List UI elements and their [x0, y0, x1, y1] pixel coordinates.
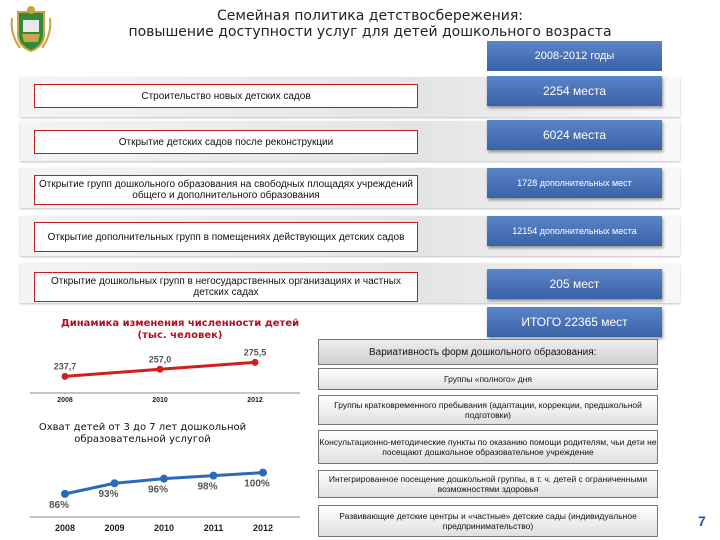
- x-tick-label: 2008: [54, 523, 76, 533]
- population-chart: [25, 345, 310, 405]
- data-point: [160, 475, 168, 483]
- measure-label-1: Строительство новых детских садов: [34, 84, 418, 108]
- page-title: [110, 8, 630, 40]
- x-tick-label: 2010: [152, 397, 168, 404]
- data-label: 257,0: [148, 354, 172, 365]
- data-point: [259, 469, 267, 477]
- coat-of-arms-icon: [6, 4, 56, 54]
- x-tick-label: 2012: [247, 397, 263, 404]
- measure-label-4: Открытие дополнительных групп в помещениях действующих детских садов: [34, 222, 418, 252]
- form-item-4: Интегрированное посещение дошкольной группы, в т. ч. детей с ограниченными возможностями здоровья: [318, 470, 658, 498]
- title-line-1: Семейная политика детствосбережения:: [217, 8, 523, 24]
- chart1-title: Динамика изменения численности детей (тыс. человек): [60, 318, 300, 341]
- x-tick-label: 2009: [104, 523, 125, 533]
- measure-value-5: 205 мест: [487, 269, 662, 299]
- data-label: 93%: [98, 489, 119, 501]
- data-point: [111, 479, 119, 487]
- form-item-1: Группы «полного» дня: [318, 368, 658, 390]
- measure-value-3: 1728 дополнительных мест: [487, 168, 662, 198]
- data-label: 86%: [48, 499, 70, 511]
- total-badge: ИТОГО 22365 мест: [487, 307, 662, 337]
- measure-value-4: 12154 дополнительных места: [487, 216, 662, 246]
- data-label: 237,7: [53, 361, 77, 372]
- data-point: [61, 490, 69, 498]
- data-label: 96%: [147, 484, 169, 496]
- title-line-2: повышение доступности услуг для детей дошкольного возраста: [128, 24, 612, 40]
- form-item-5: Развивающие детские центры и «частные» детские сады (индивидуальное предпринимательство): [318, 505, 658, 537]
- x-tick-label: 2012: [252, 523, 274, 533]
- measure-label-5: Открытие дошкольных групп в негосударственных организациях и частных детских садах: [34, 272, 418, 302]
- data-point: [252, 359, 259, 366]
- page-number: 7: [698, 513, 706, 529]
- data-point: [210, 472, 218, 480]
- form-item-2: Группы кратковременного пребывания (адаптации, коррекции, предшкольной подготовки): [318, 395, 658, 425]
- x-tick-label: 2008: [57, 397, 73, 404]
- data-point: [157, 366, 164, 373]
- measure-label-3: Открытие групп дошкольного образования на свободных площадях учреждений общего и дополнительного образования: [34, 175, 418, 205]
- measure-value-1: 2254 места: [487, 76, 662, 106]
- data-label: 100%: [244, 478, 270, 490]
- measure-label-2: Открытие детских садов после реконструкции: [34, 130, 418, 154]
- measure-value-2: 6024 места: [487, 120, 662, 150]
- forms-header: Вариативность форм дошкольного образования:: [318, 339, 658, 365]
- coverage-chart: [25, 455, 310, 540]
- x-tick-label: 2011: [203, 523, 224, 533]
- x-tick-label: 2010: [153, 523, 175, 533]
- data-point: [62, 373, 69, 380]
- data-label: 98%: [197, 481, 218, 493]
- chart2-title: Охват детей от 3 до 7 лет дошкольной образовательной услугой: [38, 422, 247, 445]
- data-label: 275,5: [243, 347, 267, 358]
- form-item-3: Консультационно-методические пункты по оказанию помощи родителям, чьи дети не посещают дошкольное образовательное учреждение: [318, 430, 658, 464]
- period-badge: 2008-2012 годы: [487, 41, 662, 71]
